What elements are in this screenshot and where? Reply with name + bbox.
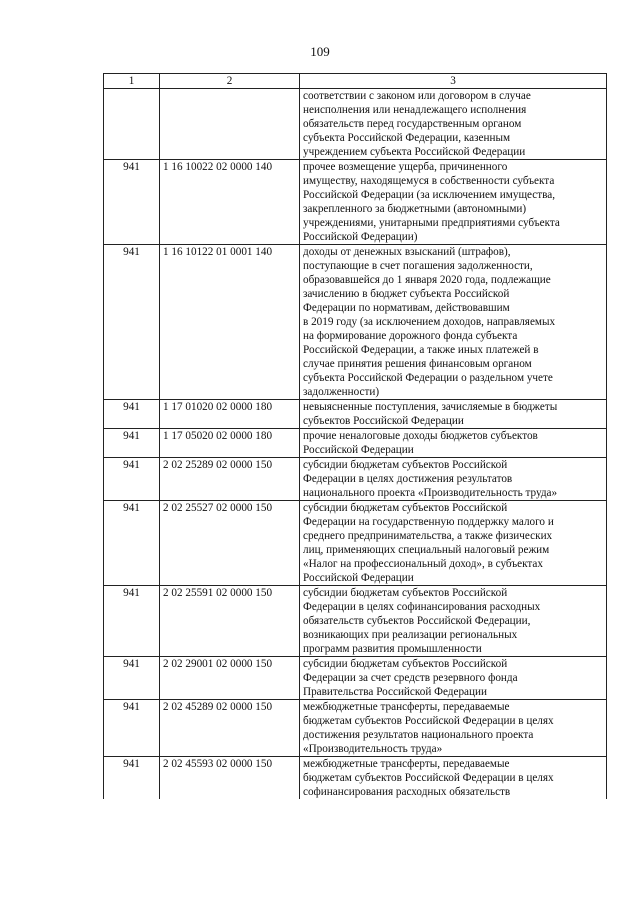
column-header-3: 3 [300, 74, 607, 89]
table-row [104, 700, 607, 757]
column-header-2: 2 [160, 74, 300, 89]
admin-code-cell: 941 [104, 400, 160, 429]
budget-code-cell [160, 89, 300, 160]
table-row [104, 245, 607, 400]
admin-code-cell: 941 [104, 245, 160, 400]
description-cell: межбюджетные трансферты, передаваемые бюджетам субъектов Российской Федерации в целях достижения результатов национального проекта «Производительность труда» [300, 700, 607, 757]
budget-code-cell: 2 02 29001 02 0000 150 [160, 657, 300, 700]
description-cell: невыясненные поступления, зачисляемые в бюджеты субъектов Российской Федерации [300, 400, 607, 429]
table-row [104, 429, 607, 458]
admin-code-cell: 941 [104, 458, 160, 501]
description-cell: субсидии бюджетам субъектов Российской Федерации на государственную поддержку малого и среднего предпринимательства, а также физических лиц, применяющих специальный налоговый режим «Налог на профессиональный доход», в субъектах Российской Федерации [300, 501, 607, 586]
description-cell: межбюджетные трансферты, передаваемые бюджетам субъектов Российской Федерации в целях софинансирования расходных обязательств [300, 757, 607, 800]
description-cell: прочее возмещение ущерба, причиненного имуществу, находящемуся в собственности субъекта Российской Федерации (за исключением имущества, закрепленного за бюджетными (автономными) учреждениями, унитарными предприятиями субъекта Российской Федерации) [300, 160, 607, 245]
budget-code-cell: 2 02 45593 02 0000 150 [160, 757, 300, 800]
description-cell: субсидии бюджетам субъектов Российской Федерации в целях достижения результатов национального проекта «Производительность труда» [300, 458, 607, 501]
table-row [104, 89, 607, 160]
column-header-1: 1 [104, 74, 160, 89]
description-cell: соответствии с законом или договором в случае неисполнения или ненадлежащего исполнения обязательств перед государственным органом субъекта Российской Федерации, казенным учреждением субъекта Российской Федерации [300, 89, 607, 160]
table-row [104, 757, 607, 800]
admin-code-cell: 941 [104, 429, 160, 458]
revenue-codes-table [103, 73, 607, 799]
admin-code-cell: 941 [104, 700, 160, 757]
table-row [104, 586, 607, 657]
table-header-row [104, 74, 607, 89]
budget-code-cell: 1 17 05020 02 0000 180 [160, 429, 300, 458]
admin-code-cell: 941 [104, 501, 160, 586]
budget-code-cell: 2 02 25527 02 0000 150 [160, 501, 300, 586]
description-cell: доходы от денежных взысканий (штрафов), поступающие в счет погашения задолженности, образовавшейся до 1 января 2020 года, подлежащие зачислению в бюджет субъекта Российской Федерации по нормативам, действовавшим в 2019 году (за исключением доходов, направляемых на формирование дорожного фонда субъекта Российской Федерации, а также иных платежей в случае принятия решения финансовым органом субъекта Российской Федерации о раздельном учете задолженности) [300, 245, 607, 400]
budget-code-cell: 1 17 01020 02 0000 180 [160, 400, 300, 429]
budget-code-cell: 1 16 10122 01 0001 140 [160, 245, 300, 400]
description-cell: субсидии бюджетам субъектов Российской Федерации в целях софинансирования расходных обязательств субъектов Российской Федерации, возникающих при реализации региональных программ развития промышленности [300, 586, 607, 657]
description-cell: прочие неналоговые доходы бюджетов субъектов Российской Федерации [300, 429, 607, 458]
budget-code-cell: 2 02 45289 02 0000 150 [160, 700, 300, 757]
table-row [104, 458, 607, 501]
page-number: 109 [310, 44, 330, 59]
description-cell: субсидии бюджетам субъектов Российской Федерации за счет средств резервного фонда Правительства Российской Федерации [300, 657, 607, 700]
admin-code-cell: 941 [104, 160, 160, 245]
admin-code-cell [104, 89, 160, 160]
table-row [104, 657, 607, 700]
budget-code-cell: 2 02 25591 02 0000 150 [160, 586, 300, 657]
table-row [104, 400, 607, 429]
table-row [104, 160, 607, 245]
admin-code-cell: 941 [104, 586, 160, 657]
budget-code-cell: 1 16 10022 02 0000 140 [160, 160, 300, 245]
admin-code-cell: 941 [104, 757, 160, 800]
budget-code-cell: 2 02 25289 02 0000 150 [160, 458, 300, 501]
admin-code-cell: 941 [104, 657, 160, 700]
table-row [104, 501, 607, 586]
